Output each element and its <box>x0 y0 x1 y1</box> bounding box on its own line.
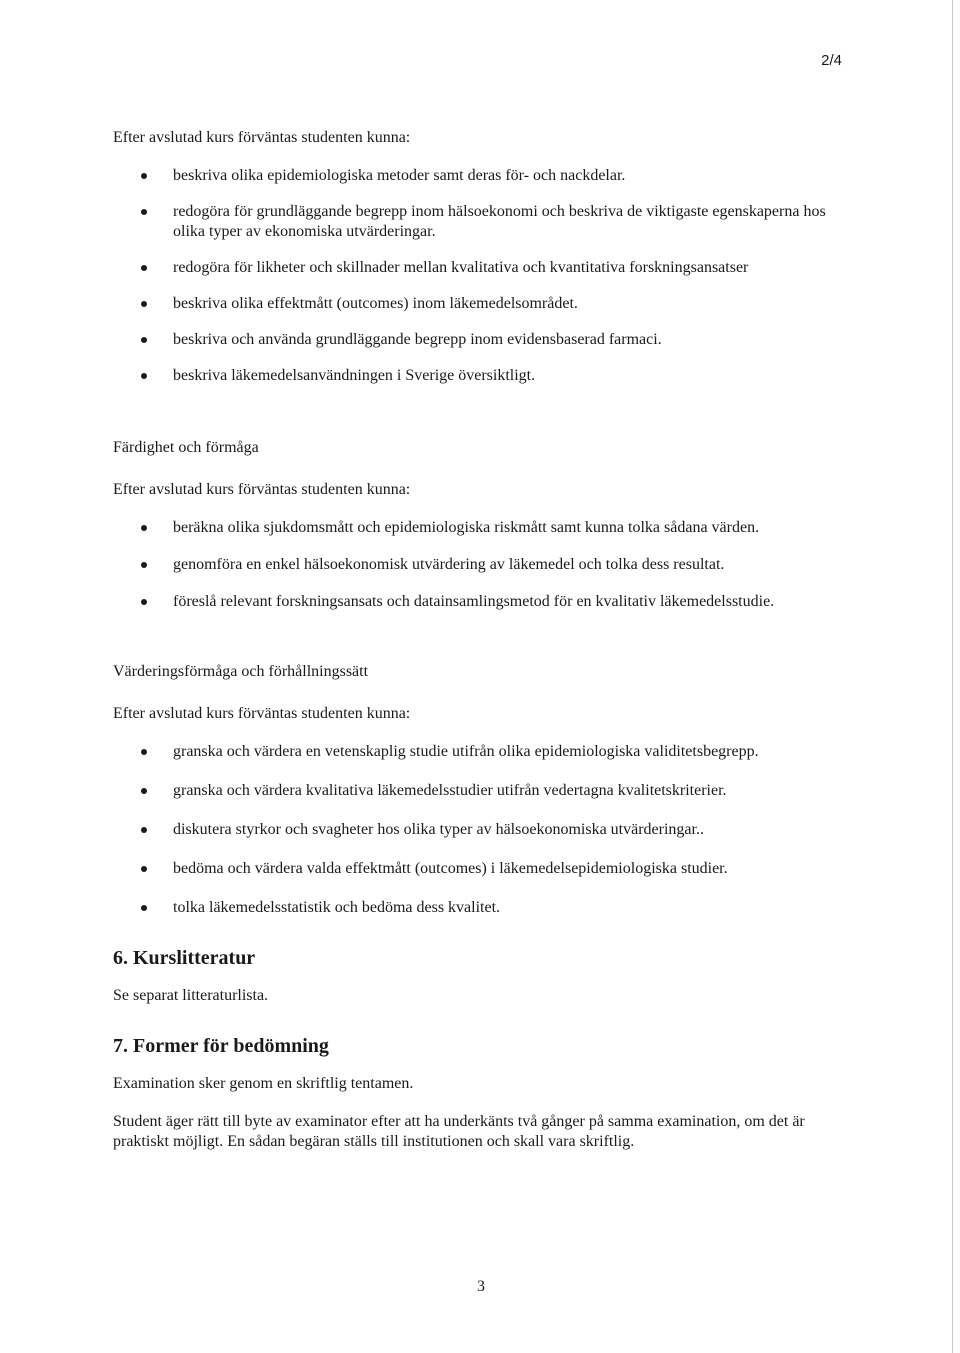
list-item: granska och värdera kvalitativa läkemedelsstudier utifrån vedertagna kvalitetskriterier. <box>113 781 853 801</box>
skills-heading: Färdighet och förmåga <box>113 439 259 456</box>
literature-heading: 6. Kurslitteratur <box>113 947 256 969</box>
knowledge-list <box>113 166 853 386</box>
list-item: beskriva läkemedelsanvändningen i Sverige översiktligt. <box>113 366 853 386</box>
page-edge-line <box>952 0 953 1353</box>
document-body <box>113 128 853 1170</box>
page-number: 3 <box>477 1278 485 1295</box>
list-item: föreslå relevant forskningsansats och datainsamlingsmetod för en kvalitativ läkemedelsstudie. <box>113 592 853 612</box>
literature-text: Se separat litteraturlista. <box>113 987 269 1004</box>
assessment-paragraph: Student äger rätt till byte av examinator efter att ha underkänts två gånger på samma examination, om det är praktiskt möjligt. En sådan begäran ställs till institutionen och skall vara skriftlig. <box>113 1113 805 1150</box>
page-label: 2/4 <box>821 52 842 69</box>
list-item: beräkna olika sjukdomsmått och epidemiologiska riskmått samt kunna tolka sådana värden. <box>113 518 853 538</box>
list-item: bedöma och värdera valda effektmått (outcomes) i läkemedelsepidemiologiska studier. <box>113 859 853 879</box>
skills-intro: Efter avslutad kurs förväntas studenten kunna: <box>113 481 411 498</box>
assessment-heading: 7. Former för bedömning <box>113 1035 329 1057</box>
judgement-list <box>113 742 853 918</box>
list-item: beskriva olika epidemiologiska metoder samt deras för- och nackdelar. <box>113 166 853 186</box>
knowledge-intro: Efter avslutad kurs förväntas studenten kunna: <box>113 129 411 146</box>
list-item: beskriva och använda grundläggande begrepp inom evidensbaserad farmaci. <box>113 330 853 350</box>
assessment-paragraph: Examination sker genom en skriftlig tentamen. <box>113 1075 414 1092</box>
list-item: diskutera styrkor och svagheter hos olika typer av hälsoekonomiska utvärderingar.. <box>113 820 853 840</box>
list-item: redogöra för likheter och skillnader mellan kvalitativa och kvantitativa forskningsansatser <box>113 258 853 278</box>
list-item: beskriva olika effektmått (outcomes) inom läkemedelsområdet. <box>113 294 853 314</box>
list-item: genomföra en enkel hälsoekonomisk utvärdering av läkemedel och tolka dess resultat. <box>113 555 853 575</box>
list-item: tolka läkemedelsstatistik och bedöma dess kvalitet. <box>113 898 853 918</box>
skills-list <box>113 518 853 612</box>
judgement-heading: Värderingsförmåga och förhållningssätt <box>113 663 369 680</box>
list-item: granska och värdera en vetenskaplig studie utifrån olika epidemiologiska validitetsbegrepp. <box>113 742 853 762</box>
judgement-intro: Efter avslutad kurs förväntas studenten kunna: <box>113 705 411 722</box>
list-item: redogöra för grundläggande begrepp inom hälsoekonomi och beskriva de viktigaste egenskaperna hos olika typer av ekonomiska utvärderingar. <box>113 202 853 242</box>
